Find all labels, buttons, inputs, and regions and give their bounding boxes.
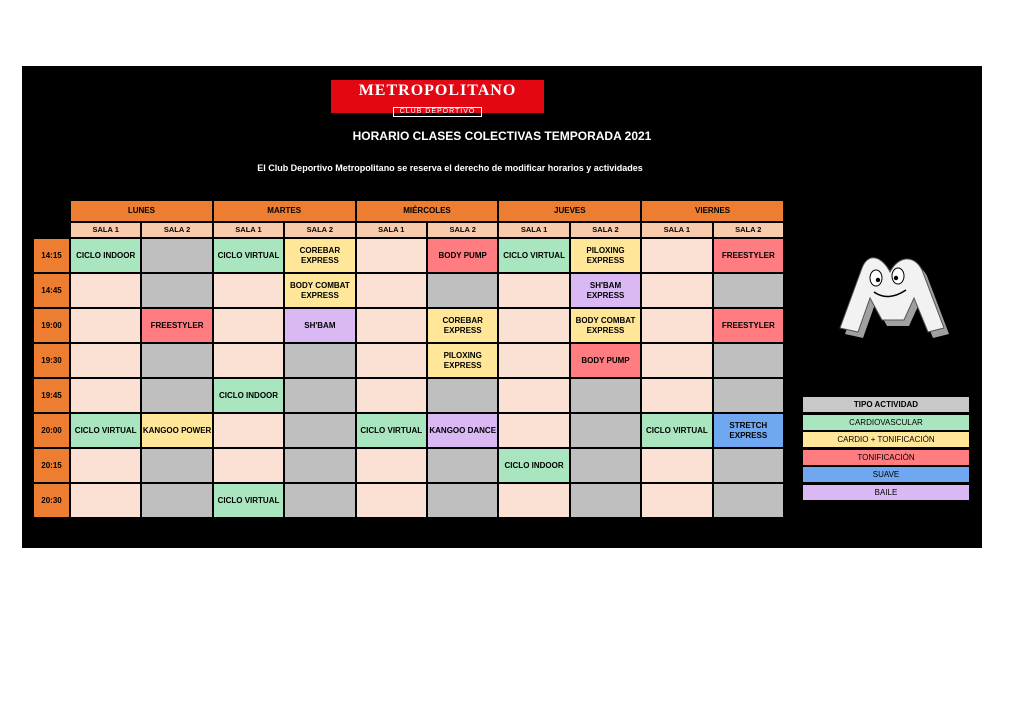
class-cell-label: KANGOO POWER (142, 425, 212, 435)
class-cell (641, 413, 712, 448)
legend-item: CARDIO + TONIFICACIÓN (802, 431, 970, 448)
logo-subtitle: CLUB DEPORTIVO (393, 107, 483, 117)
time-slot-label: 20:30 (41, 495, 62, 505)
empty-cell (141, 343, 212, 378)
class-cell (213, 378, 284, 413)
room-header-label: SALA 1 (663, 225, 691, 234)
class-cell (356, 413, 427, 448)
day-header (70, 200, 213, 222)
empty-cell (641, 343, 712, 378)
room-header (356, 222, 427, 238)
class-cell-label: CICLO INDOOR (218, 390, 279, 400)
day-header-label: VIERNES (695, 206, 731, 215)
mascot-m-icon (818, 236, 964, 346)
class-cell-label: BODY COMBAT EXPRESS (290, 280, 350, 300)
time-slot (33, 448, 70, 483)
empty-cell (356, 308, 427, 343)
time-slot-label: 20:00 (41, 425, 62, 435)
empty-cell (356, 448, 427, 483)
class-cell (284, 273, 355, 308)
day-header (498, 200, 641, 222)
empty-cell (356, 343, 427, 378)
empty-cell (641, 378, 712, 413)
empty-cell (213, 413, 284, 448)
empty-cell (570, 483, 641, 518)
empty-cell (641, 448, 712, 483)
empty-cell (356, 238, 427, 273)
day-header (213, 200, 356, 222)
time-slot (33, 343, 70, 378)
empty-cell (641, 273, 712, 308)
empty-cell (498, 343, 569, 378)
class-cell-label: CICLO VIRTUAL (503, 250, 565, 260)
time-slot-label: 14:15 (41, 250, 62, 260)
class-cell-label: CICLO VIRTUAL (217, 495, 280, 505)
room-header (213, 222, 284, 238)
legend-item: BAILE (802, 484, 970, 501)
empty-cell (213, 343, 284, 378)
class-cell (141, 413, 212, 448)
empty-cell (70, 448, 141, 483)
empty-cell (213, 448, 284, 483)
room-header-label: SALA 2 (163, 225, 191, 234)
time-slot-label: 14:45 (41, 285, 62, 295)
empty-cell (141, 273, 212, 308)
empty-cell (141, 238, 212, 273)
class-cell (570, 238, 641, 273)
empty-cell (713, 343, 784, 378)
empty-cell (213, 273, 284, 308)
empty-cell (427, 448, 498, 483)
empty-cell (70, 273, 141, 308)
class-cell-label: BODY COMBAT EXPRESS (575, 315, 636, 335)
class-cell-label: KANGOO DANCE (429, 425, 497, 435)
time-slot-label: 19:00 (41, 320, 62, 330)
empty-cell (713, 378, 784, 413)
time-slot (33, 413, 70, 448)
room-header-label: SALA 2 (449, 225, 476, 234)
class-cell (713, 413, 784, 448)
empty-cell (284, 448, 355, 483)
day-header (641, 200, 784, 222)
empty-cell (498, 378, 569, 413)
empty-cell (284, 343, 355, 378)
empty-cell (356, 378, 427, 413)
class-cell (284, 238, 355, 273)
empty-cell (141, 483, 212, 518)
class-cell (498, 448, 569, 483)
room-header-label: SALA 1 (378, 225, 405, 234)
empty-cell (427, 483, 498, 518)
room-header (498, 222, 569, 238)
time-slot (33, 238, 70, 273)
room-header-label: SALA 2 (306, 225, 334, 234)
class-cell-label: CICLO INDOOR (504, 460, 564, 470)
room-header-label: SALA 1 (235, 225, 262, 234)
time-slot-label: 20:15 (41, 460, 62, 470)
empty-cell (498, 273, 569, 308)
room-header (70, 222, 141, 238)
empty-cell (570, 413, 641, 448)
empty-cell (70, 343, 141, 378)
time-slot-label: 19:45 (41, 390, 62, 400)
class-cell-label: CICLO VIRTUAL (645, 425, 708, 435)
empty-cell (641, 483, 712, 518)
legend-title: TIPO ACTIVIDAD (802, 396, 970, 413)
class-cell (427, 413, 498, 448)
empty-cell (713, 273, 784, 308)
class-cell-label: PILOXING EXPRESS (586, 245, 625, 265)
class-cell (427, 238, 498, 273)
empty-cell (498, 308, 569, 343)
class-cell (70, 413, 141, 448)
class-cell-label: FREESTYLER (721, 250, 775, 260)
class-cell-label: FREESTYLER (721, 320, 775, 330)
class-cell (427, 343, 498, 378)
empty-cell (213, 308, 284, 343)
room-header (141, 222, 212, 238)
time-slot (33, 308, 70, 343)
page-title: HORARIO CLASES COLECTIVAS TEMPORADA 2021 (352, 129, 652, 143)
class-cell-label: STRETCH EXPRESS (729, 420, 768, 440)
empty-cell (427, 273, 498, 308)
time-slot (33, 273, 70, 308)
class-cell-label: CICLO VIRTUAL (217, 250, 280, 260)
empty-cell (284, 378, 355, 413)
class-cell (570, 273, 641, 308)
legend-item: SUAVE (802, 466, 970, 483)
empty-cell (284, 413, 355, 448)
empty-cell (427, 378, 498, 413)
room-header (641, 222, 712, 238)
room-header-label: SALA 1 (520, 225, 548, 234)
empty-cell (713, 483, 784, 518)
empty-cell (284, 483, 355, 518)
empty-cell (713, 448, 784, 483)
class-cell (213, 483, 284, 518)
empty-cell (356, 483, 427, 518)
legend-item: TONIFICACIÓN (802, 449, 970, 466)
class-cell (713, 238, 784, 273)
time-slot (33, 378, 70, 413)
class-cell-label: SH'BAM EXPRESS (586, 280, 625, 300)
class-cell-label: COREBAR EXPRESS (299, 245, 341, 265)
class-cell-label: BODY PUMP (438, 250, 487, 260)
room-header (284, 222, 355, 238)
class-cell-label: CICLO VIRTUAL (74, 425, 137, 435)
day-header-label: LUNES (127, 206, 155, 215)
room-header-label: SALA 2 (735, 225, 762, 234)
empty-cell (498, 483, 569, 518)
class-cell-label: COREBAR EXPRESS (442, 315, 483, 335)
class-cell (284, 308, 355, 343)
day-header (356, 200, 499, 222)
time-slot (33, 483, 70, 518)
day-header-label: MARTES (267, 206, 302, 215)
empty-cell (141, 378, 212, 413)
empty-cell (70, 378, 141, 413)
class-cell (427, 308, 498, 343)
class-cell (498, 238, 569, 273)
page-subtitle: El Club Deportivo Metropolitano se reserva el derecho de modificar horarios y actividades (257, 163, 643, 173)
empty-cell (570, 448, 641, 483)
class-cell-label: CICLO VIRTUAL (360, 425, 423, 435)
room-header-label: SALA 2 (592, 225, 619, 234)
class-cell-label: PILOXING EXPRESS (443, 350, 482, 370)
class-cell (570, 308, 641, 343)
room-header (427, 222, 498, 238)
logo-name: METROPOLITANO (358, 82, 517, 99)
class-cell-label: SH'BAM (304, 320, 336, 330)
empty-cell (70, 308, 141, 343)
empty-cell (498, 413, 569, 448)
room-header (713, 222, 784, 238)
class-cell-label: BODY PUMP (581, 355, 630, 365)
class-cell (570, 343, 641, 378)
class-cell (213, 238, 284, 273)
day-header-label: JUEVES (554, 206, 586, 215)
class-cell (713, 308, 784, 343)
empty-cell (641, 308, 712, 343)
room-header-label: SALA 1 (92, 225, 119, 234)
room-header (570, 222, 641, 238)
class-cell-label: CICLO INDOOR (76, 250, 136, 260)
empty-cell (356, 273, 427, 308)
empty-cell (570, 378, 641, 413)
class-cell (70, 238, 141, 273)
class-cell (141, 308, 212, 343)
day-header-label: MIÉRCOLES (403, 206, 451, 215)
time-slot-label: 19:30 (41, 355, 62, 365)
empty-cell (641, 238, 712, 273)
empty-cell (141, 448, 212, 483)
legend-item: CARDIOVASCULAR (802, 414, 970, 431)
metropolitano-logo (331, 80, 544, 113)
class-cell-label: FREESTYLER (150, 320, 204, 330)
empty-cell (70, 483, 141, 518)
